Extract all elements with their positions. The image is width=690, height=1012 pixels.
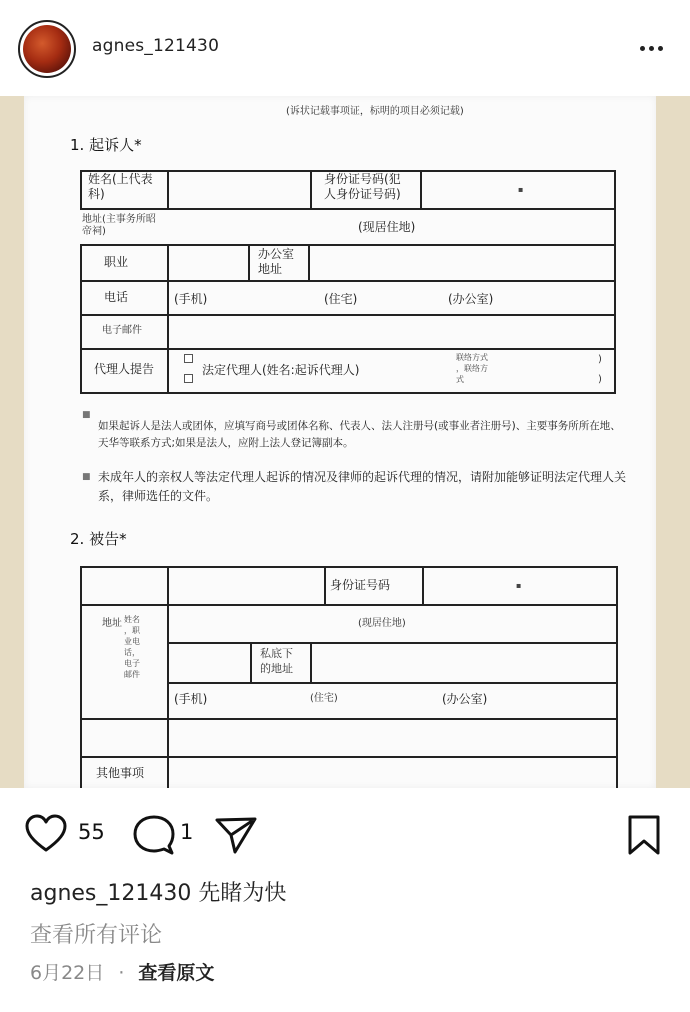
post-meta: [30, 958, 214, 985]
note1-text: 如果起诉人是法人或团体，应填写商号或团体名称、代表人、法人注册号(或事业者注册号)、主要事务所所在地、天华等联系方式;如果是法人，应附上法人登记簿副本。: [98, 420, 621, 449]
bookmark-icon[interactable]: [626, 814, 662, 856]
header-username[interactable]: agnes_121430: [92, 36, 220, 56]
top-note: (诉状记载事项证，标明的项目必须记载): [286, 106, 464, 117]
s2-other-label: 其他事项: [96, 766, 145, 780]
note2-text: 未成年人的亲权人等法定代理人起诉的情况及律师的起诉代理的情况，请附加能够证明法定代理人关系，律师选任的文件。: [98, 470, 627, 503]
comment-count[interactable]: 1: [180, 820, 194, 844]
s1-job-label: 职业: [104, 255, 129, 269]
like-count[interactable]: 55: [78, 820, 105, 844]
agent-checkbox-2: [184, 374, 193, 383]
s1-phone-office: (办公室): [448, 292, 494, 306]
caption-text: 先睹为快: [198, 881, 287, 906]
heart-icon[interactable]: [24, 814, 68, 854]
post-image[interactable]: [0, 96, 690, 788]
s2-id-label: 身份证号码: [330, 578, 391, 592]
s2-phone-office: (办公室): [442, 692, 488, 706]
s1-address-label: 地址(主事务所昭 帝祠): [82, 214, 156, 237]
s1-email-label: 电子邮件: [102, 325, 142, 336]
s1-id-label: 身份证号码(犯 人身份证号码): [324, 172, 401, 201]
section1-title: 1. 起诉人*: [70, 136, 142, 154]
section2-title: 2. 被告*: [70, 530, 127, 548]
s1-name-label: 姓名(上代表 科): [88, 172, 153, 201]
s1-phone-mobile: (手机): [174, 292, 208, 306]
post-date: 6月22日: [30, 962, 105, 984]
s1-office-label: 办公室 地址: [258, 247, 295, 276]
s1-phone-home: (住宅): [324, 292, 358, 306]
more-horizontal-icon[interactable]: [636, 38, 666, 58]
s1-id-mark: ▪: [518, 185, 524, 194]
caption: [30, 876, 286, 907]
s1-agent-option: 法定代理人(姓名:起诉代理人): [202, 363, 360, 377]
s2-id-mark: ▪: [516, 581, 522, 590]
view-original-link[interactable]: 查看原文: [138, 962, 215, 984]
s2-phone-home: (住宅): [310, 693, 338, 704]
s1-phone-label: 电话: [104, 290, 129, 304]
caption-username[interactable]: agnes_121430: [30, 881, 192, 906]
s1-address-value: (现居住地): [358, 220, 416, 234]
s1-agent-contact: 联络方式 ，联络方 式: [456, 353, 488, 384]
note2-bullet-icon: ■: [82, 472, 91, 482]
comment-icon[interactable]: [132, 814, 176, 856]
s1-agent-label: 代理人提告: [94, 362, 155, 376]
meta-separator: ·: [118, 962, 125, 984]
avatar[interactable]: [18, 20, 76, 78]
post-header: [0, 0, 690, 96]
s2-private-label: 私底下 的地址: [260, 647, 293, 675]
document-paper: (诉状记载事项证，标明的项目必须记载) 1. 起诉人* 姓名(上代表 科) 身份证号码(犯 人身份证号码) ▪ 地址(主事务所昭 帝祠) (现居住地) 职业 办公室 地址 电话 (手机) (住宅) (办公室) 电子邮件 代理人提告 法定代理人(姓名:起诉代理人) 联络方式 ，联络方 式 ) ) ■ 如果起诉人是法人或团体，应填写商号或团体名称、代表人、法人注册号(或事业者注册号)、主要事务所所在地、天华等联系方式;如果是法人，应附上法人登记簿副本。 ■ 未成年人的亲权人等法定代理人起诉的情况及律师的起诉代理的情况，请附加能够证明法定代理人关系，律师选任的文件。 2. 被告* 身份证号码 ▪ 地址 姓名 ，职 业电 话， 电子 邮件 (现居住地) 私底下 的地址 (手机) (住宅) (办公室) 其他事项: [24, 96, 656, 788]
s2-address-value: (现居住地): [358, 618, 406, 629]
action-bar: [0, 806, 690, 864]
s2-address-label: 地址: [102, 618, 122, 629]
view-all-comments-link[interactable]: 查看所有评论: [30, 923, 163, 948]
send-icon[interactable]: [214, 814, 258, 856]
s2-stacked-label: 姓名 ，职 业电 话， 电子 邮件: [124, 615, 140, 679]
s2-phone-mobile: (手机): [174, 692, 208, 706]
agent-checkbox-1: [184, 354, 193, 363]
note1-bullet-icon: ■: [82, 410, 91, 420]
